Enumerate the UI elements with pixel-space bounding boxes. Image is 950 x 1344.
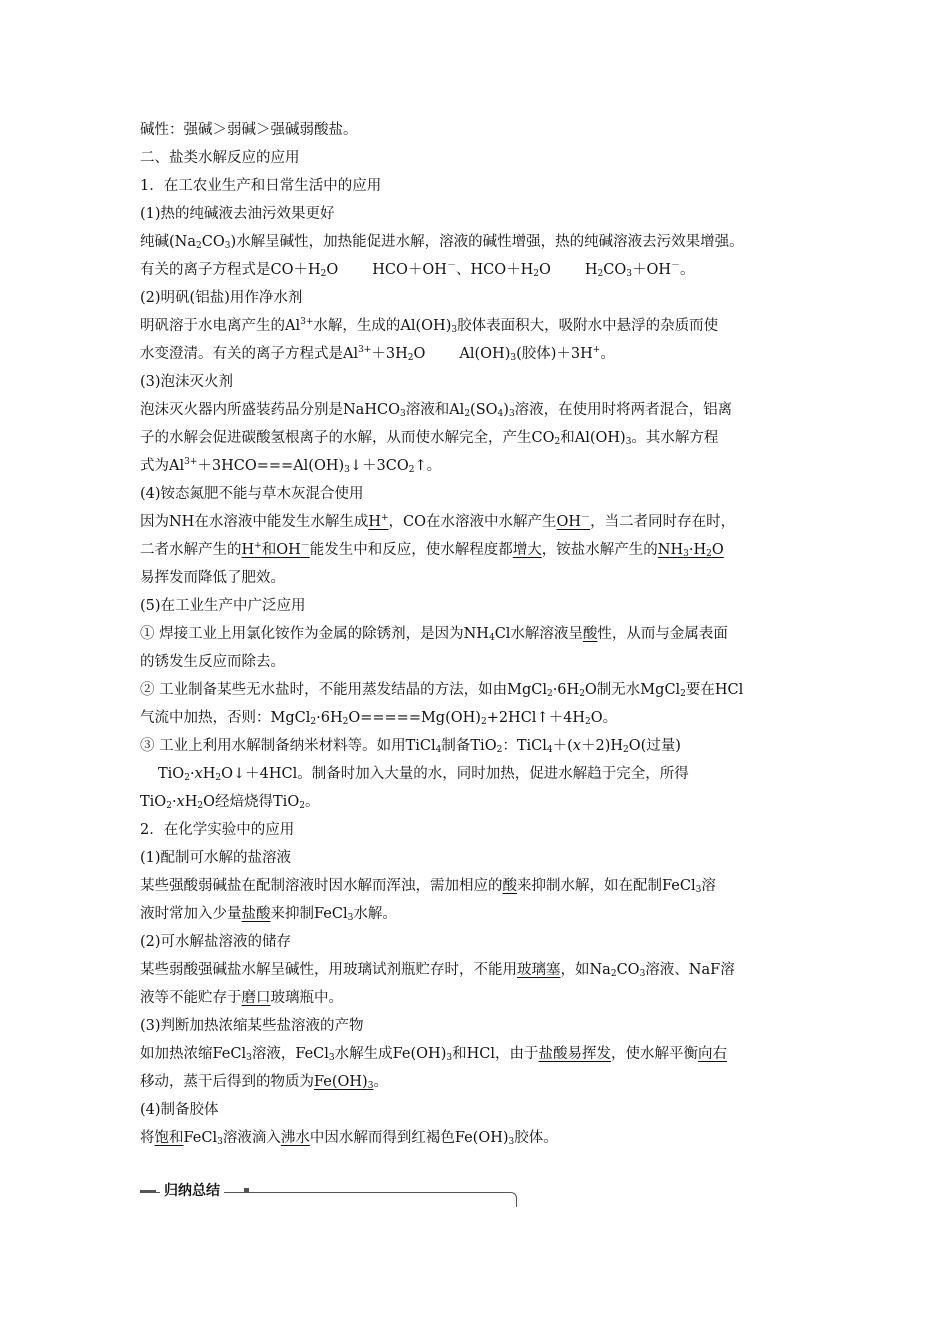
- text-line: 碱性：强碱＞弱碱＞强碱弱酸盐。: [140, 122, 358, 138]
- item-heading: (1)配制可水解的盐溶液: [140, 850, 292, 866]
- text-line: 因为NH在水溶液中能发生水解生成H+，CO在水溶液中水解产生OH－，当二者同时存在时，: [140, 513, 736, 530]
- item-heading: (5)在工业生产中广泛应用: [140, 598, 306, 614]
- text-line: 纯碱$(Na_2CO_3)$水解呈碱性，加热能促进水解，溶液的碱性增强，热的纯碱溶液去污效果增强。: [140, 234, 744, 251]
- item-heading: (3)泡沫灭火剂: [140, 374, 234, 390]
- equation-line: 水变澄清。有关的离子方程式是$Al^{3+}+3H_2O$ $Al(OH)_3$(胶体)＋3H+。: [140, 345, 615, 363]
- text-line: ② 工业制备某些无水盐时，不能用蒸发结晶的方法，如由$MgCl_2\cdot 6H_2O$制无水MgCl$_2$要在HCl: [140, 682, 744, 699]
- document-body: [140, 116, 815, 1152]
- item-heading: (2)可水解盐溶液的储存: [140, 934, 292, 950]
- equation-line: 有关的离子方程式是$CO+H_2O$ HCO＋OH－、$HCO+H_2O$ $H_2CO_3+OH^-$。: [140, 261, 695, 279]
- text-line: ③ 工业上利用水解制备纳米材料等。如用TiCl$_4$制备TiO$_2$：$TiCl_4+(x+2)H_2O$(过量): [140, 738, 681, 755]
- text-line: 如加热浓缩FeCl$_3$溶液，FeCl$_3$水解生成$Fe(OH)_3$和HCl，由于盐酸易挥发，使水解平衡向右: [140, 1046, 727, 1063]
- text-line: 将饱和FeCl$_3$溶液滴入沸水中因水解而得到红褐色$Fe(OH)_3$胶体。: [140, 1130, 558, 1147]
- text-line: 明矾溶于水电离产生的$Al^{3+}$水解，生成的$Al(OH)_3$胶体表面积大，吸附水中悬浮的杂质而使: [140, 317, 719, 335]
- text-line: 泡沫灭火器内所盛装药品分别是NaHCO$_3$溶液和$Al_2(SO_4)_3$溶液，在使用时将两者混合，铝离: [140, 402, 733, 419]
- equation-line: $TiO_2\cdot xH_2O↓+4HCl$。制备时加入大量的水，同时加热，促进水解趋于完全，所得: [158, 766, 689, 783]
- item-heading: (1)热的纯碱液去油污效果更好: [140, 206, 335, 222]
- item-heading: (3)判断加热浓缩某些盐溶液的产物: [140, 1018, 364, 1034]
- subsection-heading: 1．在工农业生产和日常生活中的应用: [140, 178, 382, 194]
- text-line: 某些强酸弱碱盐在配制溶液时因水解而浑浊，需加相应的酸来抑制水解，如在配制FeCl$_3$溶: [140, 878, 716, 895]
- item-heading: (4)铵态氮肥不能与草木灰混合使用: [140, 486, 364, 502]
- text-line: 子的水解会促进碳酸氢根离子的水解，从而使水解完全，产生$CO_2$和$Al(OH)_3$。其水解方程: [140, 430, 719, 447]
- text-line: 二者水解产生的H+和OH－能发生中和反应，使水解程度都增大，铵盐水解产生的$NH_3\cdot H_2O$: [140, 541, 724, 559]
- equation-line: 式为$Al^{3+}+3HCO===Al(OH)_3↓+3CO_2↑$。: [140, 457, 442, 475]
- text-line: 移动，蒸干后得到的物质为$Fe(OH)_3$。: [140, 1074, 388, 1091]
- text-line: 液时常加入少量盐酸来抑制FeCl$_3$水解。: [140, 906, 397, 923]
- subsection-heading: 2．在化学实验中的应用: [140, 822, 295, 838]
- text-line: ① 焊接工业上用氯化铵作为金属的除锈剂，是因为$NH_4Cl$水解溶液呈酸性，从而与金属表面: [140, 626, 728, 643]
- summary-square-icon: [244, 1188, 249, 1193]
- item-heading: (4)制备胶体: [140, 1102, 219, 1118]
- section-heading: 二、盐类水解反应的应用: [140, 150, 300, 166]
- text-line: 易挥发而降低了肥效。: [140, 570, 285, 586]
- text-line: 液等不能贮存于磨口玻璃瓶中。: [140, 990, 343, 1006]
- item-heading: (2)明矾(铝盐)用作净水剂: [140, 290, 303, 306]
- summary-label: 归纳总结: [160, 1180, 224, 1202]
- equation-line: 气流中加热，否则：$MgCl_2\cdot 6H_2O=====Mg(OH)_2+2HCl↑+4H_2O$。: [140, 710, 618, 727]
- text-line: 某些弱酸强碱盐水解呈碱性，用玻璃试剂瓶贮存时，不能用玻璃塞，如$Na_2CO_3$溶液、NaF溶: [140, 962, 735, 979]
- summary-dash: [140, 1190, 156, 1193]
- text-line: $TiO_2\cdot xH_2O$经焙烧得TiO$_2$。: [140, 794, 320, 811]
- summary-box-header: [140, 1180, 520, 1210]
- text-line: 的锈发生反应而除去。: [140, 654, 285, 670]
